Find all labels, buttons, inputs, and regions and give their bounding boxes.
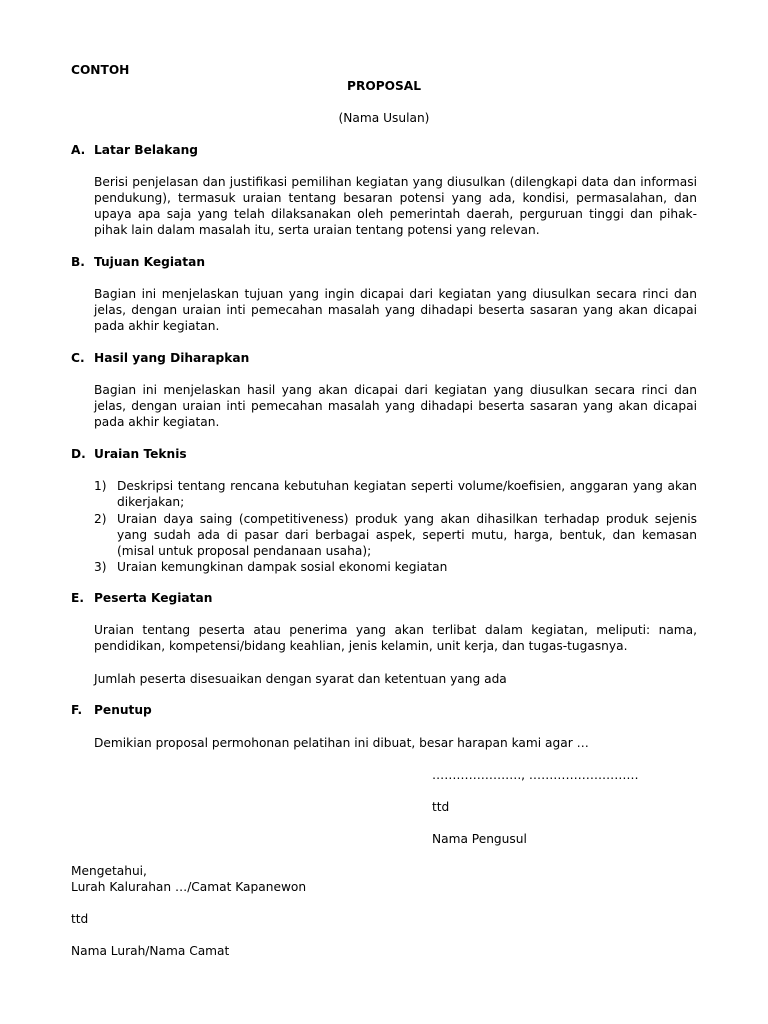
list-item-text: Uraian kemungkinan dampak sosial ekonomi kegiatan [117,560,448,574]
signature-place-date: …………………., ……………………… [432,768,639,782]
doc-label: CONTOH [71,63,130,77]
section-e-letter: E. [71,591,84,605]
section-d-letter: D. [71,447,86,461]
section-c-body: Bagian ini menjelaskan hasil yang akan dicapai dari kegiatan yang diusulkan secara rinci dan jelas, dengan uraian inti pemecahan masalah yang dihadapi beserta sasaran yang akan dicapai pada akhir kegiatan. [94,383,697,429]
doc-title: PROPOSAL [347,79,421,93]
section-a-heading: Latar Belakang [94,143,198,157]
section-b-body: Bagian ini menjelaskan tujuan yang ingin dicapai dari kegiatan yang diusulkan secara rinci dan jelas, dengan uraian inti pemecahan masalah yang dihadapi beserta sasaran yang akan dicapai pada akhir kegiatan. [94,287,697,333]
section-c-heading: Hasil yang Diharapkan [94,351,250,365]
list-item-number: 1) [94,479,107,493]
list-item-text: Uraian daya saing (competitiveness) produk yang akan dihasilkan terhadap produk sejenis yang sudah ada di pasar dari berbagai aspek, seperti mutu, harga, bentuk, dan kemasan (misal untuk proposal pendanaan usaha); [117,512,697,558]
section-d-heading: Uraian Teknis [94,447,187,461]
section-f-body: Demikian proposal permohonan pelatihan ini dibuat, besar harapan kami agar … [94,736,589,750]
section-f-heading: Penutup [94,703,152,717]
doc-subtitle: (Nama Usulan) [338,111,430,125]
approval-line-2: Lurah Kalurahan …/Camat Kapanewon [71,880,307,894]
section-a-letter: A. [71,143,86,157]
section-c-letter: C. [71,351,85,365]
section-e-body: Uraian tentang peserta atau penerima yang akan terlibat dalam kegiatan, meliputi: nama, pendidikan, kompetensi/bidang keahlian, jenis kelamin, unit kerja, dan tugas-tugasnya. [94,623,697,653]
section-e-body-2: Jumlah peserta disesuaikan dengan syarat dan ketentuan yang ada [94,672,507,686]
section-b-heading: Tujuan Kegiatan [94,255,205,269]
list-item-number: 3) [94,560,107,574]
approval-ttd: ttd [71,912,89,926]
signature-ttd: ttd [432,800,450,814]
approval-name: Nama Lurah/Nama Camat [71,944,230,958]
section-a-body: Berisi penjelasan dan justifikasi pemilihan kegiatan yang diusulkan (dilengkapi data dan informasi pendukung), termasuk uraian tentang besaran potensi yang ada, kondisi, permasalahan, dan upaya apa saja yang telah dilaksanakan oleh pemerintah daerah, perguruan tinggi dan pihak-pihak lain dalam masalah itu, serta uraian tentang potensi yang relevan. [94,175,697,237]
signature-name: Nama Pengusul [432,832,527,846]
section-b-letter: B. [71,255,85,269]
list-item-text: Deskripsi tentang rencana kebutuhan kegiatan seperti volume/koefisien, anggaran yang akan dikerjakan; [117,479,697,509]
list-item-number: 2) [94,512,107,526]
section-e-heading: Peserta Kegiatan [94,591,213,605]
approval-line-1: Mengetahui, [71,864,147,878]
section-f-letter: F. [71,703,83,717]
